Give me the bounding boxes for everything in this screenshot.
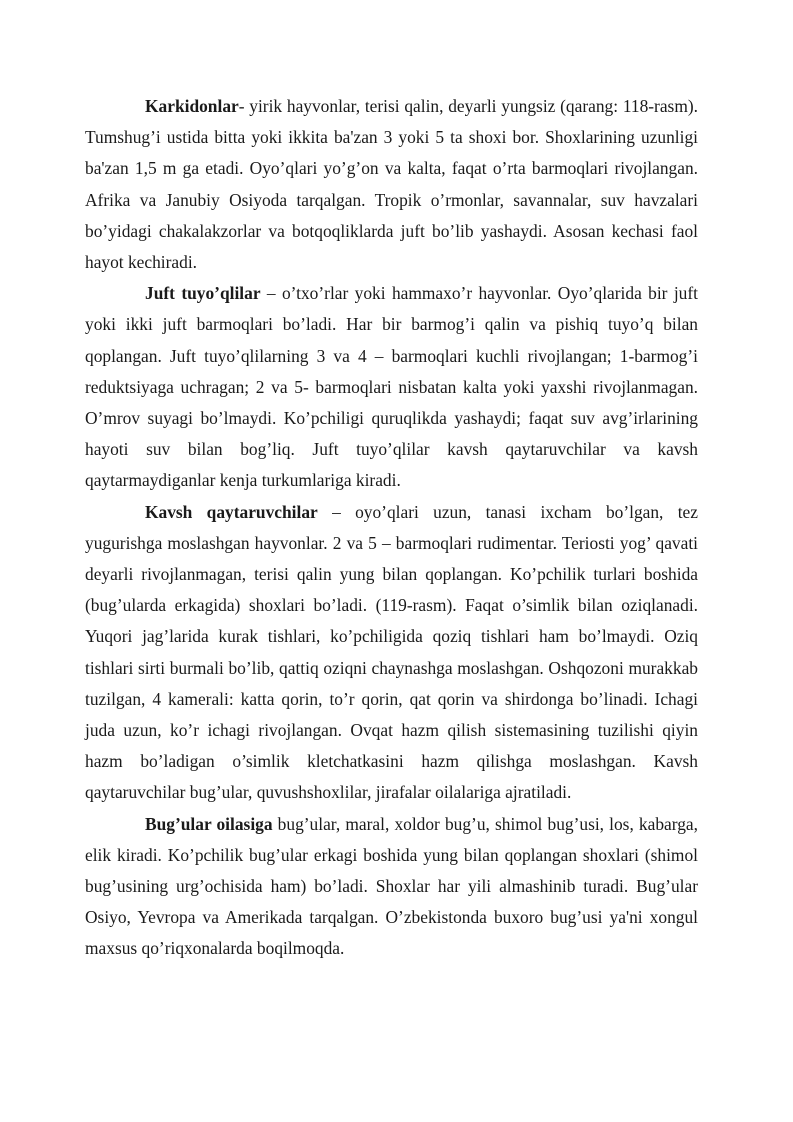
term-karkidonlar: Karkidonlar xyxy=(145,96,239,116)
document-page xyxy=(85,91,698,965)
paragraph-text: bug’ular, maral, xoldor bug’u, shimol bug’usi, los, kabarga, elik kiradi. Ko’pchilik bug’ular erkagi boshida yung bilan qoplangan shoxlari (shimol bug’usining urg’ochisida ham) bo’ladi. Shoxlar har yili almashinib turadi. Bug’ular Osiyo, Yevropa va Amerikada tarqalgan. O’zbekistonda buxoro bug’usi ya'ni xongul maxsus qo’riqxonalarda boqilmoqda. xyxy=(85,813,698,959)
paragraph-text: – o’txo’rlar yoki hammaxo’r hayvonlar. Oyo’qlarida bir juft yoki ikki juft barmoqlari bo’ladi. Har bir barmog’i qalin va pishiq tuyo’q bilan qoplangan. Juft tuyo’qlilarning 3 va 4 – barmoqlari kuchli rivojlangan; 1-barmog’i reduktsiyaga uchragan; 2 va 5- barmoqlari nisbatan kalta yoki yaxshi rivojlanmagan. O’mrov suyagi bo’lmaydi. Ko’pchiligi quruqlikda yashaydi; faqat suv avg’irlarining hayoti suv bilan bog’liq. Juft tuyo’qlilar kavsh qaytaruvchilar va kavsh qaytarmaydiganlar kenja turkumlariga kiradi. xyxy=(85,283,698,491)
term-juft-tuyoqlilar: Juft tuyo’qlilar xyxy=(145,283,261,304)
term-kavsh-qaytaruvchilar: Kavsh qaytaruvchilar xyxy=(145,501,318,522)
paragraph-juft-tuyoqlilar xyxy=(85,278,698,496)
term-bugular-oilasiga: Bug’ular oilasiga xyxy=(145,813,273,834)
paragraph-text: – oyo’qlari uzun, tanasi ixcham bo’lgan, tez yugurishga moslashgan hayvonlar. 2 va 5 – barmoqlari rudimentar. Teriosti yog’ qavati deyarli rivojlanmagan, terisi qalin yung bilan qoplangan. Ko’pchilik turlari boshida (bug’ularda erkagida) shoxlari bo’ladi. (119-rasm). Faqat o’simlik bilan oziqlanadi. Yuqori jag’larida kurak tishlari, ko’pchiligida qoziq tishlari ham bo’lmaydi. Oziq tishlari sirti burmali bo’lib, qattiq oziqni chaynashga moslashgan. Oshqozoni murakkab tuzilgan, 4 kamerali: katta qorin, to’r qorin, qat qorin va shirdonga bo’linadi. Ichagi juda uzun, ko’r ichagi rivojlangan. Ovqat hazm qilish sistemasining tuzilishi qiyin hazm bo’ladigan o’simlik kletchatkasini hazm qilishga moslashgan. Kavsh qaytaruvchilar bug’ular, quvushshoxlilar, jirafalar oilalariga ajratiladi. xyxy=(85,501,698,803)
paragraph-kavsh-qaytaruvchilar xyxy=(85,497,698,809)
paragraph-karkidonlar xyxy=(85,91,698,278)
paragraph-bugular-oilasiga xyxy=(85,809,698,965)
paragraph-text: - yirik hayvonlar, terisi qalin, deyarli yungsiz (qarang: 118-rasm). Tumshug’i ustida bitta yoki ikkita ba'zan 3 yoki 5 ta shoxi bor. Shoxlarining uzunligi ba'zan 1,5 m ga etadi. Oyo’qlari yo’g’on va kalta, faqat o’rta barmoqlari rivojlangan. Afrika va Janubiy Osiyoda tarqalgan. Tropik o’rmonlar, savannalar, suv havzalari bo’yidagi chakalakzorlar va botqoqliklarda juft bo’lib yashaydi. Asosan kechasi faol hayot kechiradi. xyxy=(85,96,698,273)
